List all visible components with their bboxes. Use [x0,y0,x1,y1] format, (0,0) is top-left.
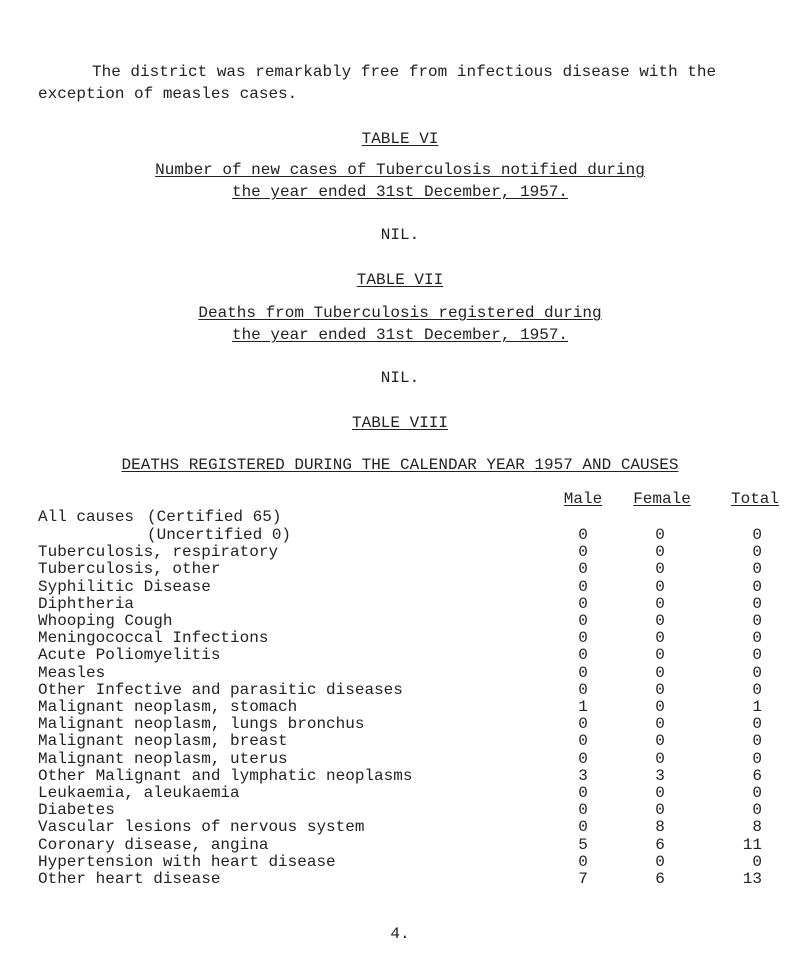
cause-label: Malignant neoplasm, breast [38,732,288,751]
cause-label: Other Malignant and lymphatic neoplasms [38,766,413,785]
total-count: 6 [752,766,762,785]
male-count: 0 [578,526,588,544]
table-row [0,870,800,887]
cause-label: Other heart disease [38,870,221,888]
table-row [0,543,800,560]
female-count: 0 [655,543,665,562]
table-row [0,629,800,646]
female-count: 0 [655,784,665,802]
cause-label: Malignant neoplasm, uterus [38,749,288,768]
table-row [0,750,800,767]
table-row [0,612,800,629]
table-row [0,664,800,681]
total-count: 13 [742,870,762,888]
female-count: 0 [655,629,665,648]
total-count: 0 [752,577,762,596]
male-count: 0 [578,749,588,768]
table-vii-result: NIL. [380,369,420,387]
male-count: 0 [578,629,588,648]
cause-label: Diphtheria [38,594,135,613]
total-count: 0 [752,801,762,820]
total-count: 0 [752,784,762,802]
male-count: 0 [578,612,588,630]
cause-label: Malignant neoplasm, stomach [38,698,298,716]
total-count: 0 [752,526,762,544]
male-count: 0 [578,801,588,820]
total-count: 0 [752,732,762,751]
cause-label: Tuberculosis, other [38,560,221,579]
male-count: 0 [578,646,588,665]
all-causes-label: All causes [38,508,135,526]
table-row [0,818,800,835]
female-count: 0 [655,577,665,596]
table-viii-title: TABLE VIII [351,414,448,432]
total-count: 0 [752,560,762,579]
total-count: 0 [752,852,762,871]
male-count: 0 [578,560,588,579]
male-count: 0 [578,852,588,871]
female-count: 0 [655,646,665,665]
intro-text-line-1: The district was remarkably free from infectious disease with the [92,63,717,81]
table-vi-result: NIL. [380,226,420,244]
male-count: 0 [578,818,588,837]
table-viii-subtitle: DEATHS REGISTERED DURING THE CALENDAR YEAR 1957 AND CAUSES [121,456,679,474]
male-count: 0 [578,663,588,682]
column-header-female: Female [633,490,691,508]
female-count: 0 [655,801,665,820]
all-causes-uncertified: (Uncertified 0) [147,526,292,544]
female-count: 6 [655,835,665,854]
total-count: 0 [752,594,762,613]
cause-label: Syphilitic Disease [38,577,211,596]
cause-label: Other Infective and parasitic diseases [38,680,403,699]
table-vii-subtitle-line-2: the year ended 31st December, 1957. [231,326,569,344]
table-row [0,646,800,663]
total-count: 0 [752,543,762,562]
table-vii-title: TABLE VII [356,271,444,289]
total-count: 0 [752,680,762,699]
male-count: 0 [578,543,588,562]
table-row [0,560,800,577]
male-count: 0 [578,594,588,613]
table-row [0,767,800,784]
female-count: 6 [655,870,665,888]
page-number: 4. [390,925,410,943]
female-count: 0 [655,594,665,613]
table-vii-subtitle-line-1: Deaths from Tuberculosis registered during [198,304,602,322]
male-count: 0 [578,680,588,699]
female-count: 0 [655,715,665,734]
male-count: 1 [578,698,588,716]
table-row [0,698,800,715]
male-count: 0 [578,784,588,802]
total-count: 0 [752,629,762,648]
cause-label: Tuberculosis, respiratory [38,543,279,562]
male-count: 0 [578,577,588,596]
cause-label: Hypertension with heart disease [38,852,336,871]
female-count: 0 [655,526,665,544]
total-count: 0 [752,612,762,630]
all-causes-certified: (Certified 65) [147,508,282,526]
female-count: 3 [655,766,665,785]
total-count: 0 [752,663,762,682]
male-count: 5 [578,835,588,854]
table-row [0,836,800,853]
table-row [0,526,800,543]
table-row [0,732,800,749]
female-count: 8 [655,818,665,837]
total-count: 1 [752,698,762,716]
table-row [0,715,800,732]
total-count: 0 [752,715,762,734]
cause-label: Vascular lesions of nervous system [38,818,365,837]
total-count: 8 [752,818,762,837]
table-row [0,801,800,818]
table-row [0,784,800,801]
male-count: 0 [578,732,588,751]
cause-label: Meningococcal Infections [38,629,269,648]
male-count: 3 [578,766,588,785]
column-header-male: Male [563,490,603,508]
female-count: 0 [655,698,665,716]
female-count: 0 [655,612,665,630]
table-row [0,595,800,612]
cause-label: Whooping Cough [38,612,173,630]
table-row [0,578,800,595]
cause-label: Measles [38,663,106,682]
table-row [0,853,800,870]
cause-label: Coronary disease, angina [38,835,269,854]
female-count: 0 [655,749,665,768]
total-count: 0 [752,646,762,665]
male-count: 0 [578,715,588,734]
intro-text-line-2: exception of measles cases. [38,85,298,103]
female-count: 0 [655,560,665,579]
table-vi-subtitle-line-2: the year ended 31st December, 1957. [231,183,569,201]
cause-label: Malignant neoplasm, lungs bronchus [38,715,365,734]
cause-label: Acute Poliomyelitis [38,646,221,665]
column-header-total: Total [730,490,779,508]
table-vi-title: TABLE VI [361,130,439,148]
female-count: 0 [655,663,665,682]
male-count: 7 [578,870,588,888]
table-vi-subtitle-line-1: Number of new cases of Tuberculosis notified during [155,161,645,179]
female-count: 0 [655,680,665,699]
cause-label: Leukaemia, aleukaemia [38,784,240,802]
female-count: 0 [655,732,665,751]
total-count: 11 [742,835,762,854]
female-count: 0 [655,852,665,871]
table-row [0,681,800,698]
total-count: 0 [752,749,762,768]
cause-label: Diabetes [38,801,115,820]
